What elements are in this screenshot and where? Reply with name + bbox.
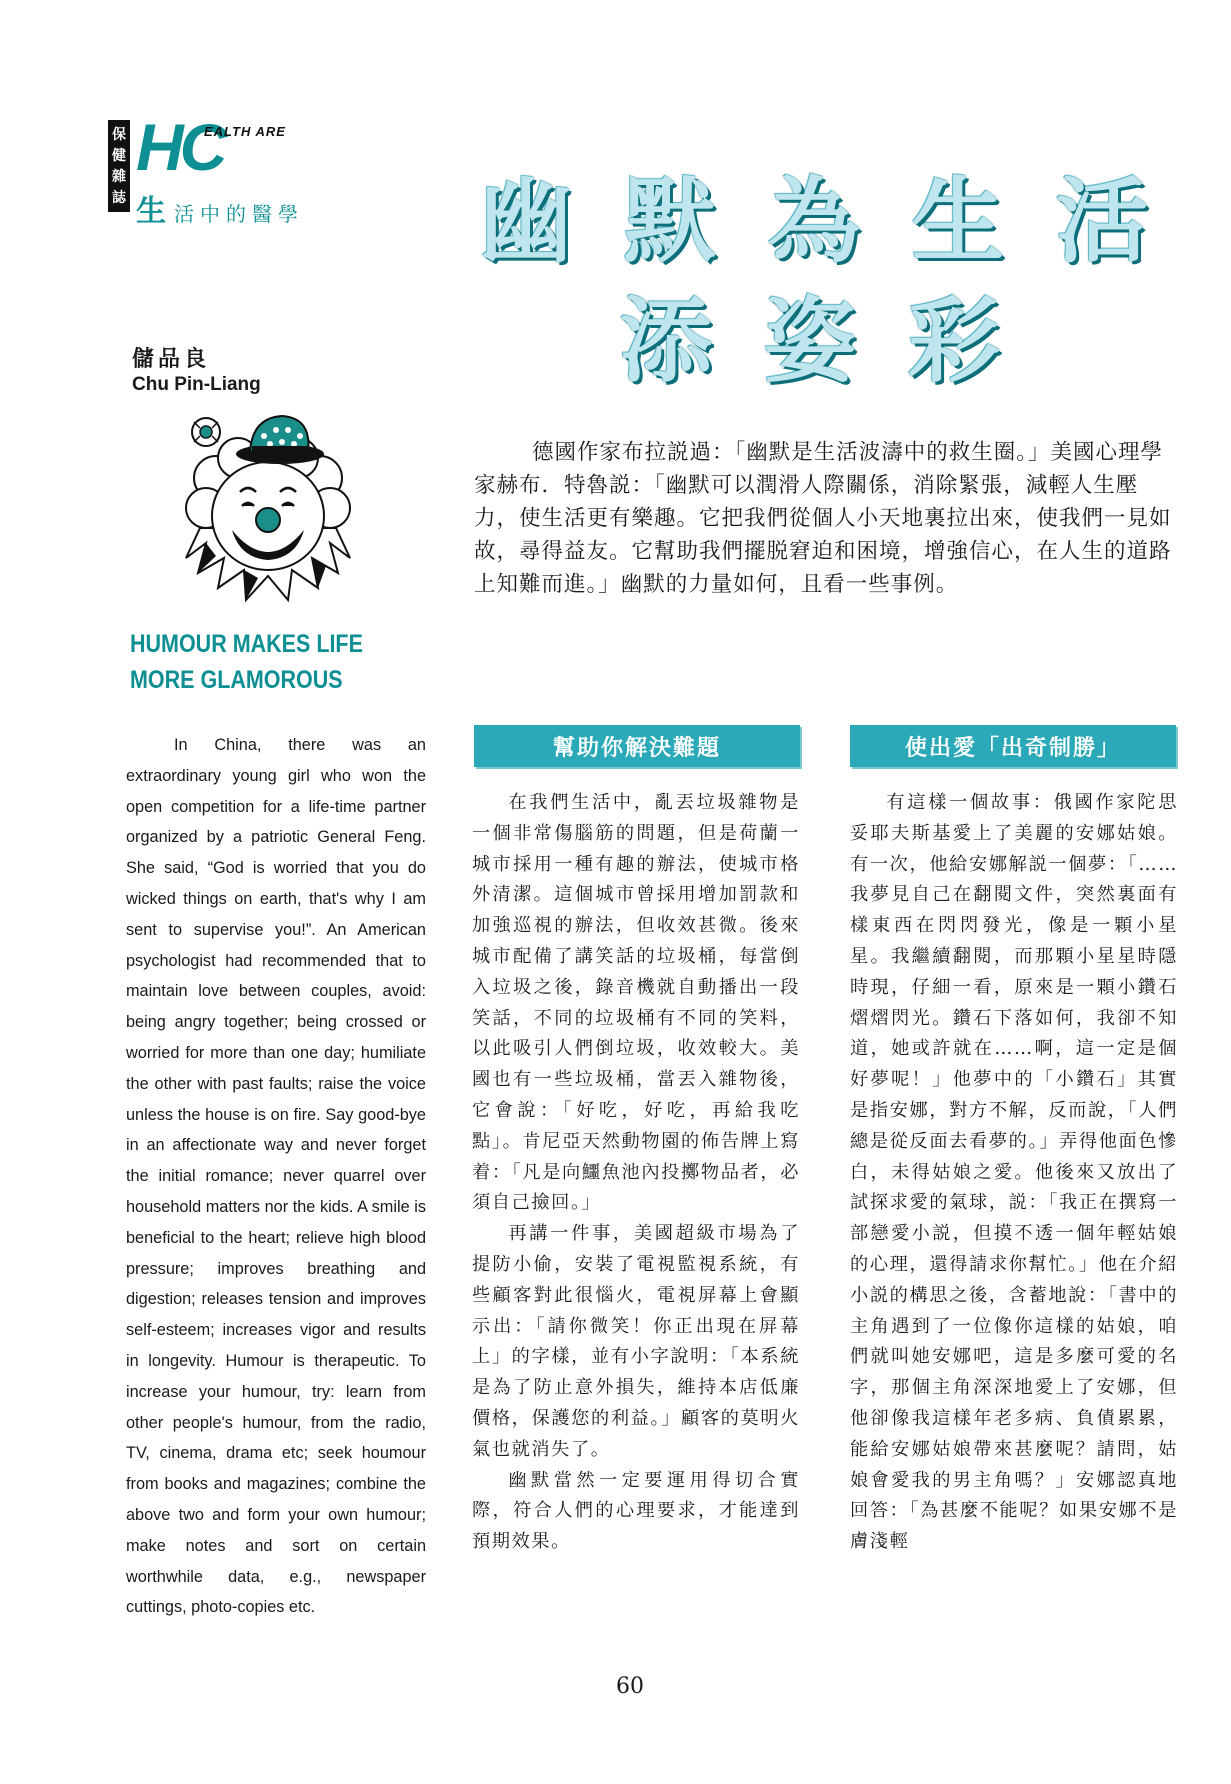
english-title [130,626,363,698]
subtitle-big: 生 [136,194,166,229]
section-heading-1: 幫助你解決難題 [474,725,800,767]
english-title-line-2: MORE GLAMOROUS [130,666,343,694]
english-summary-column [126,730,426,1623]
section-2-body [850,788,1178,1558]
section-heading-2: 使出愛「出奇制勝」 [850,725,1176,767]
author-name-english: Chu Pin-Liang [132,374,261,395]
english-title-line-1: HUMOUR MAKES LIFE [130,630,363,658]
section-1-paragraph: 幽默當然一定要運用得切合實際，符合人們的心理要求，才能達到預期效果。 [472,1469,800,1553]
clown-illustration [176,408,360,616]
intro-text: 德國作家布拉説過：「幽默是生活波濤中的救生圈。」美國心理學家赫布．特魯説：「幽默可以潤滑人際關係，消除緊張，減輕人生壓力，使生活更有樂趣。它把我們從個人小天地裏拉出來，使我們一見如故，尋得益友。它幫助我們擺脱窘迫和困境，增強信心，在人生的道路上知難而進。」幽默的力量如何，且看一些事例。 [474,440,1172,597]
clown-nose [256,508,280,532]
section-1-paragraph: 在我們生活中，亂丟垃圾雜物是一個非常傷腦筋的問題，但是荷蘭一城市採用一種有趣的辦法，使城市格外清潔。這個城市曾採用增加罰款和加強巡視的辦法，但收效甚微。後來城市配備了講笑話的垃圾桶，每當倒入垃圾之後，錄音機就自動播出一段笑話，不同的垃圾桶有不同的笑料，以此吸引人們倒垃圾，收效較大。美國也有一些垃圾桶，當丟入雜物後，它會說：「好吃，好吃，再給我吃點」。肯尼亞天然動物園的佈告牌上寫着：「凡是向鱷魚池內投擲物品者，必須自己撿回。」 [472,792,800,1214]
label-char: 雜 [112,168,126,185]
intro-paragraph [474,436,1180,601]
section-2-paragraph: 有這樣一個故事：俄國作家陀思妥耶夫斯基愛上了美麗的安娜姑娘。有一次，他給安娜解説一個夢：「……我夢見自己在翻閱文件，突然裏面有樣東西在閃閃發光，像是一顆小星星。我繼續翻閱，而那顆小星星時隱時現，仔細一看，原來是一顆小鑽石熠熠閃光。鑽石下落如何，我卻不知道，她或許就在……啊，這一定是個好夢呢！」他夢中的「小鑽石」其實是指安娜，對方不解，反而說，「人們總是從反面去看夢的。」弄得他面色慘白，未得姑娘之愛。他後來又放出了試探求愛的氣球，説：「我正在撰寫一部戀愛小説，但摸不透一個年輕姑娘的心理，還得請求你幫忙。」他在介紹小説的構思之後，含蓄地說：「書中的主角遇到了一位像你這樣的姑娘，咱們就叫她安娜吧，這是多麼可愛的名字，那個主角深深地愛上了安娜，但他卻像我這樣年老多病、負債累累，能給安娜姑娘帶來甚麼呢？請問，姑娘會愛我的男主角嗎？」安娜認真地回答：「為甚麼不能呢？如果安娜不是膚淺輕 [850,792,1178,1553]
magazine-logo-overlay: EALTH ARE [204,124,286,139]
label-char: 誌 [112,189,126,206]
page-number: 60 [616,1674,644,1699]
label-char: 健 [112,147,126,164]
label-char: 保 [112,126,126,143]
flower-icon [192,418,220,446]
magazine-vertical-label [108,120,130,212]
article-title-line-2: 添姿彩 [620,287,1053,395]
author-name-chinese: 儲品良 [132,347,211,372]
subtitle-small: 活中的醫學 [174,202,304,226]
magazine-subtitle [136,186,304,230]
magazine-logo: HC [136,110,224,184]
section-1-paragraph: 再講一件事，美國超級市場為了提防小偷，安裝了電視監視系統，有些顧客對此很惱火，電視屏幕上會顯示出：「請你微笑！你正出現在屏幕上」的字樣，並有小字說明：「本系統是為了防止意外損失，維持本店低廉價格，保護您的利益。」顧客的莫明火氣也就消失了。 [472,1223,800,1460]
clown-hat [236,416,324,464]
section-1-body [472,788,800,1558]
english-summary-text: In China, there was an extraordinary young girl who won the open competition for a life-time partner organized by a patriotic General Feng. She said, “God is worried that you do wicked things on earth, that's why I am sent to supervise you!”. An American psychologist had recommended that to maintain love between couples, avoid: being angry together; being crossed or worried for more than one day; humiliate the other with past faults; raise the voice unless the house is on fire. Say good-bye in an affectionate way and never forget the initial romance; never quarrel over household matters nor the kids. A smile is beneficial to the heart; relieve high blood pressure; improves breathing and digestion; releases tension and improves self-esteem; increases vigor and results in longevity. Humour is therapeutic. To increase your humour, try: learn from other people's humour, from the radio, TV, cinema, drama etc; seek houmour from books and magazines; combine the above two and form your own humour; make notes and sort on certain worthwhile data, e.g., newspaper cuttings, photo-copies etc. [126,736,426,1617]
article-title-line-1: 幽默為生活 [480,167,1201,275]
